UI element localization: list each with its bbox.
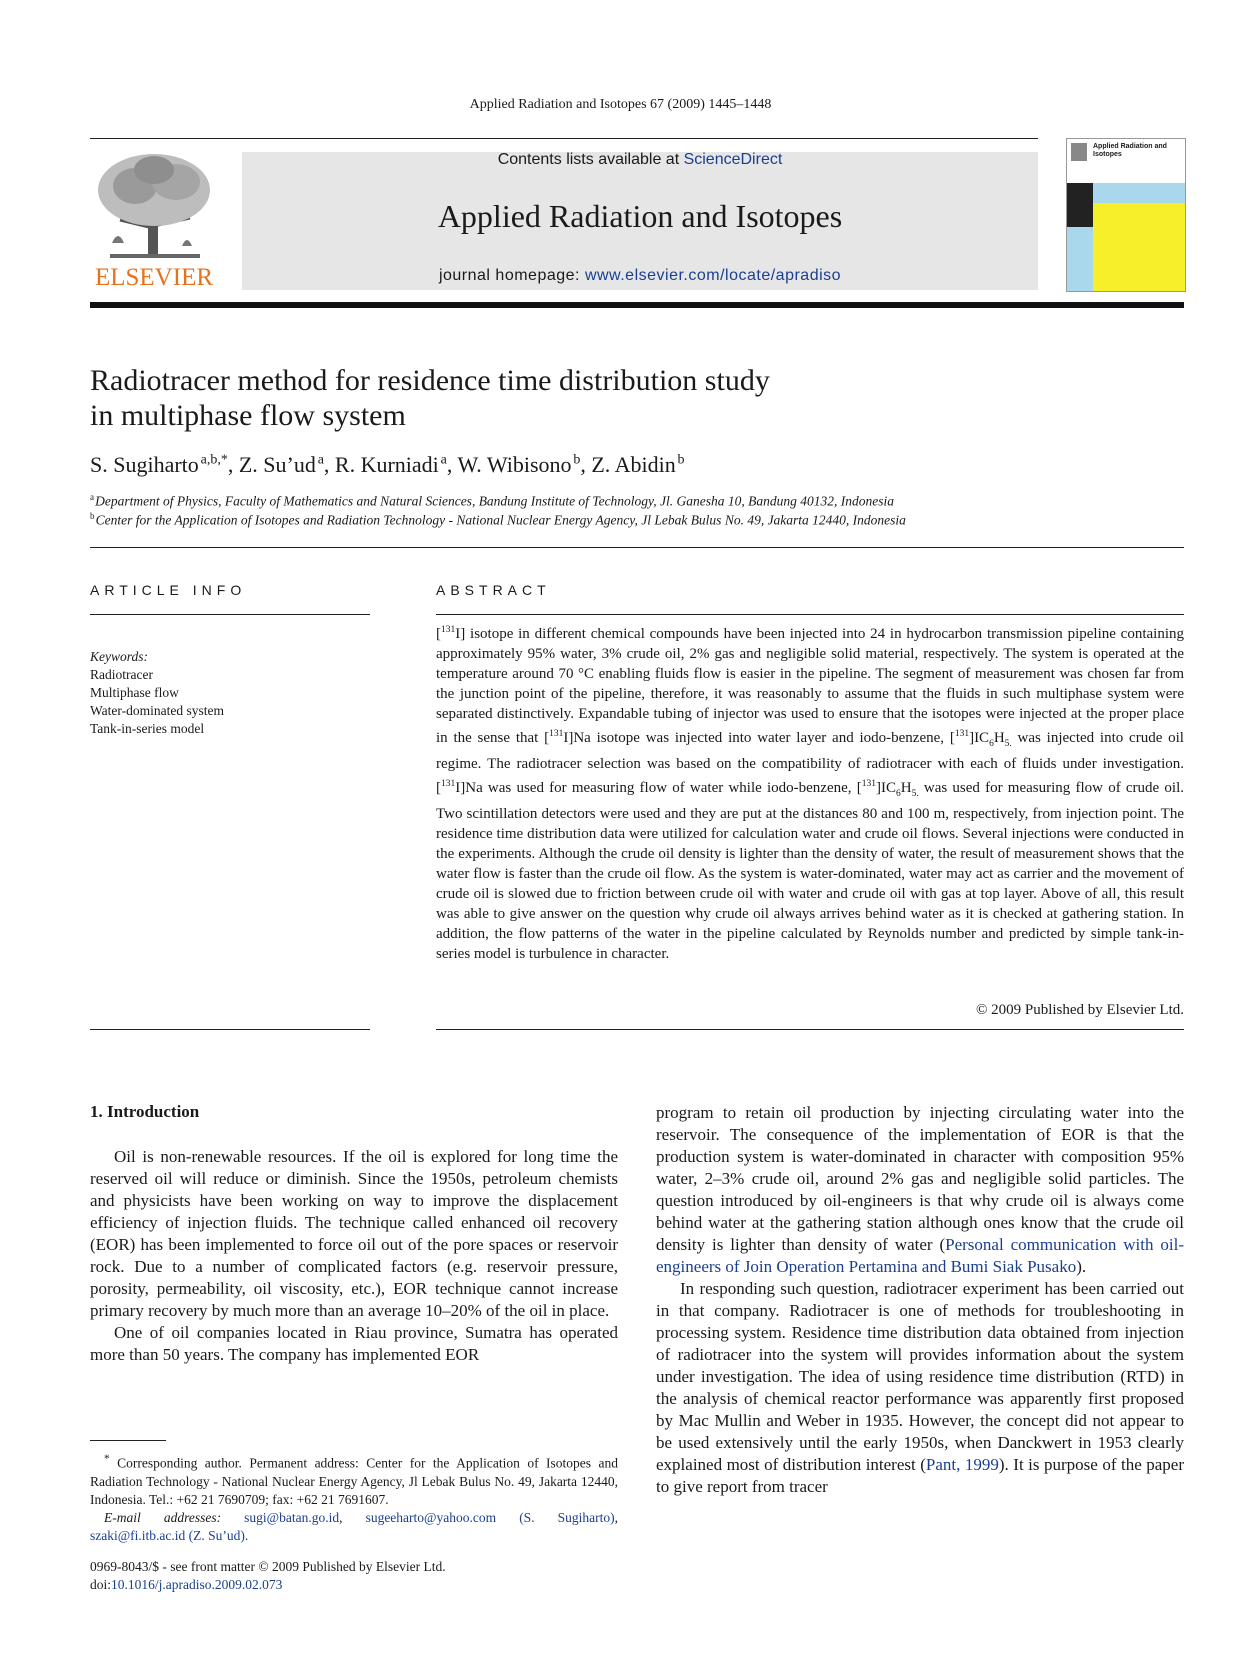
abstract-span: I]Na was used for measuring flow of water while iodo-benzene, — [455, 780, 857, 796]
article-title — [90, 363, 770, 433]
abstract-span: IC — [974, 730, 990, 746]
title-line-2: in multiphase flow system — [90, 399, 406, 432]
email-link[interactable]: szaki@fi.itb.ac.id — [90, 1527, 186, 1543]
affiliation-b — [90, 511, 906, 529]
left-column — [90, 1146, 618, 1366]
journal-name: Applied Radiation and Isotopes — [437, 198, 843, 234]
author-affil-sup[interactable]: b — [677, 452, 685, 468]
section-heading-introduction: 1. Introduction — [90, 1102, 200, 1121]
paragraph-span: ). — [1076, 1257, 1087, 1276]
author-name: S. Sugiharto — [90, 452, 199, 477]
isotope-sup: 131 — [954, 729, 970, 739]
paragraph: One of oil companies located in Riau province, Sumatra has operated more than 50 years. The company has implemented EOR — [90, 1323, 618, 1364]
abstract-heading: ABSTRACT — [436, 582, 551, 598]
author-name: Z. Abidin — [591, 452, 676, 477]
keywords-label: Keywords: — [90, 649, 148, 664]
abstract-span: was used for measuring flow of crude oil. Two scintillation detectors were used and they are put at the distances 80 and 100 m, respectively, from injection point. The residence time distribution data were utilized for calculation water and crude oil flows. Several injections were conducted in the experiments. Although the crude oil density is lighter than the density of water, the result of measurement shows that the water flow is faster than the crude oil flow. As the system is water-dominated, water may act as carrier and the movement of crude oil is slowed due to friction between crude oil with water and crude oil with gas at top layer. Above of all, this result was able to give answer on the question why crude oil always arrives behind water as it is checked at gathering station. In addition, the flow patterns of the water in the pipeline calculated by Reynolds number and predicted by simple tank-in-series model is turbulence in character. — [436, 780, 1184, 962]
abstract-span: IC — [880, 780, 896, 796]
sciencedirect-link[interactable]: ScienceDirect — [683, 151, 783, 168]
author-name: R. Kurniadi — [334, 452, 439, 477]
author-affil-sup[interactable]: a — [440, 452, 447, 468]
abstract-span: H — [900, 780, 912, 796]
abstract-rule — [436, 614, 1184, 615]
keyword-item: Water-dominated system — [90, 703, 224, 718]
journal-citation: Applied Radiation and Isotopes 67 (2009) 1445–1448 — [469, 97, 772, 112]
formula-sub: 5. — [911, 789, 919, 799]
cover-image — [1067, 183, 1093, 227]
article-info-heading: ARTICLE INFO — [90, 582, 247, 598]
cover-title: Applied Radiation and Isotopes — [1093, 143, 1167, 158]
author-name: W. Wibisono — [457, 452, 572, 477]
title-separator — [90, 547, 1184, 548]
issn-line: 0969-8043/$ - see front matter © 2009 Published by Elsevier Ltd. — [90, 1559, 446, 1574]
keyword-item: Multiphase flow — [90, 685, 179, 700]
author-affil-sup[interactable]: a — [317, 452, 324, 468]
abstract-text: [$^{131}$I] isotope in different chemical compounds have been injected into 24 in hydrocarbon transmission pipeline containing approximately 95% water, 3% crude oil, 2% gas and negligible solid material, respectively. The system is operated at the temperature around 70 °C enabling fluids flow is easier in the pipeline. The segment of measurement was chosen far from the junction point of the pipeline, therefore, it was reasonably to assume that the fluids in such multiphase system were separated distinctively. Expandable tubing of injector was used to ensure that the isotopes were injected at the proper place in the sense that [$^{131}$I]Na isotope was injected into water layer and iodo-benzene, $[^{131}]IC_6H_{5.}$ was injected into crude oil regime. The radiotracer selection was based on the compatibility of radiotracer with each of fluids under investigation. [$^{131}$I]Na was used for measuring flow of water while iodo-benzene, $[^{131}]IC_6H_{5.}$ was used for measuring flow of crude oil. Two scintillation detectors were used and they are put at the distances 80 and 100 m, respectively, from injection point. The residence time distribution data were utilized for calculation water and crude oil flows. Several injections were conducted in the experiments. Although the crude oil density is lighter than the density of water, the result of measurement shows that the water flow is faster than the crude oil flow. As the system is water-dominated, water may act as carrier and the movement of crude oil is slowed due to friction between crude oil with water and crude oil with gas at top layer. Above of all, this result was able to give answer on the question why crude oil always arrives behind water as it is checked at gathering station. In addition, the flow patterns of the water in the pipeline calculated by Reynolds number and predicted by simple tank-in-series model is turbulence in character. — [436, 625, 1184, 962]
footnote-text: Corresponding author. Permanent address: Center for the Application of Isotopes and Radiation Technology - National Nuclear Energy Agency, Jl Lebak Bulus No. 49, Jakarta 12440, Indonesia. Tel.: +62 21 7690709; fax: +62 21 7691607. — [90, 1455, 618, 1507]
paragraph: Oil is non-renewable resources. If the oil is explored for long time the reserved oil will reduce or diminish. Since the 1950s, petroleum chemists and physicists have been working on way to improve the displacement efficiency of injection fluids. The technique called enhanced oil recovery (EOR) has been implemented to force oil out of the pore spaces or reservoir rock. Due to a number of complicated factors (e.g. reservoir pressure, porosity, permeability, oil viscosity, etc.), EOR technique cannot increase primary recovery by much more than an average 10–20% of the oil in place. — [90, 1147, 618, 1320]
journal-homepage — [242, 267, 1038, 285]
footnote-rule — [90, 1440, 166, 1441]
abstract-span: was injected into crude oil regime. The radiotracer selection was based on the compatibility of radiotracer with each of fluids under investigation. [ — [436, 730, 1184, 796]
paragraph-span: In responding such question, radiotracer experiment has been carried out in that company. Radiotracer is one of methods for troubleshooting in processing system. Residence time distribution data obtained from injection of radiotracer into the system will provides information about the system under investigation. The idea of using residence time distribution (RTD) in the analysis of chemical reactor performance was apparently first proposed by Mac Mullin and Weber in 1935. However, the concept did not appear to be used extensively until the early 1950s, when Danckwert in 1953 clearly explained most of distribution interest ( — [656, 1279, 1184, 1474]
email-link[interactable]: sugi@batan.go.id — [244, 1509, 340, 1525]
keywords-block — [90, 648, 224, 738]
contents-line — [242, 151, 1038, 169]
homepage-prefix: journal homepage: — [438, 267, 585, 284]
isotope-sup: 131 — [549, 729, 564, 739]
doi-line — [90, 1576, 446, 1594]
affiliation-text: Department of Physics, Faculty of Mathematics and Natural Sciences, Bandung Institute of Technology, Jl. Ganesha 10, Bandung 40132, Indonesia — [95, 493, 895, 509]
email-link[interactable]: sugeeharto@yahoo.com — [365, 1509, 497, 1525]
paragraph-span: program to retain oil production by injecting circulating water into the reservoir. The consequence of the implementation of EOR is that the production system is water-dominated in character with composition 95% water, 2–3% crude oil, around 2% gas and negligible solid particles. The question introduced by oil-engineers is that why crude oil is always come behind water at the gathering station although ones know that the crude oil density is lighter than density of water ( — [656, 1103, 1184, 1254]
author-affil-sup[interactable]: a,b,* — [200, 452, 228, 468]
affiliation-text: Center for the Application of Isotopes and Radiation Technology - National Nuclear Energy Agency, Jl Lebak Bulus No. 49, Jakarta 12440, Indonesia — [95, 512, 906, 528]
affiliation-a — [90, 492, 894, 510]
homepage-link[interactable]: www.elsevier.com/locate/apradiso — [584, 267, 842, 284]
author-list: S. Sugiharto $^{a,b,*}$, Z. Su’ud $^a$, R. Kurniadi $^a$, W. Wibisono $^b$, Z. Abidin $^b$ — [90, 452, 685, 477]
elsevier-logo — [90, 148, 218, 290]
author-affil-sup[interactable]: b — [573, 452, 581, 468]
citation-link[interactable]: Personal communication with oil-engineers of Join Operation Pertamina and Bumi Siak Pusako — [656, 1235, 1184, 1276]
header-top-rule — [90, 138, 1038, 139]
journal-cover-thumbnail — [1066, 138, 1186, 292]
doi-link[interactable]: 10.1016/j.apradiso.2009.02.073 — [111, 1577, 283, 1592]
keyword-item: Radiotracer — [90, 667, 153, 682]
email-owner: (S. Sugiharto) — [519, 1509, 615, 1525]
footnote-star: * — [104, 1453, 110, 1465]
footnote: * Corresponding author. Permanent address: Center for the Application of Isotopes and Radiation Technology - National Nuclear Energy Agency, Jl Lebak Bulus No. 49, Jakarta 12440, Indonesia. Tel.: +62 21 7690709; fax: +62 21 7691607. E-mail addresses: sugi@batan.go.id, sugeeharto@yahoo.com (S. Sugiharto), szaki@fi.itb.ac.id (Z. Su’ud). — [90, 1453, 619, 1543]
isotope-sup: 131 — [861, 779, 876, 789]
abstract-span: H — [993, 730, 1005, 746]
paragraph — [656, 1102, 1184, 1278]
right-column — [656, 1102, 1184, 1498]
paragraph-span: ). It is purpose of the paper to give report from tracer — [656, 1455, 1184, 1496]
article-info-rule — [90, 614, 370, 615]
article-info-bottom-rule — [90, 1029, 370, 1030]
isotope-sup: 131 — [441, 779, 456, 789]
header-thick-rule — [90, 302, 1184, 308]
formula-sub: 6 — [895, 789, 901, 799]
issn-block — [90, 1558, 446, 1594]
abstract-span: I] isotope in different chemical compounds have been injected into 24 in hydrocarbon transmission pipeline containing approximately 95% water, 3% crude oil, 2% gas and negligible solid material, respectively. The system is operated at the temperature around 70 °C enabling fluids flow is easier in the pipeline. The segment of measurement was chosen far from the junction point of the pipeline, therefore, it was reasonably to assume that the fluids in such multiphase system were separated distinctively. Expandable tubing of injector was used to ensure that the isotopes were injected at the proper place in the sense that [ — [436, 626, 1184, 746]
cover-blue-side — [1067, 227, 1093, 291]
formula-sub: 5. — [1004, 739, 1012, 749]
affiliation-marker: a — [90, 492, 94, 502]
cover-logo-icon — [1071, 143, 1087, 161]
elsevier-wordmark: ELSEVIER — [94, 264, 214, 291]
email-label: E-mail addresses: — [104, 1509, 222, 1525]
abstract-bottom-rule — [436, 1029, 1184, 1030]
title-line-1: Radiotracer method for residence time distribution study — [90, 364, 770, 397]
keyword-item: Tank-in-series model — [90, 721, 205, 736]
doi-prefix: doi: — [90, 1577, 112, 1592]
abstract-span: I]Na isotope was injected into water layer and iodo-benzene, — [563, 730, 950, 746]
email-owner: (Z. Su’ud). — [188, 1527, 249, 1543]
cover-yellow-panel — [1093, 203, 1185, 291]
formula-sub: 6 — [989, 739, 994, 749]
citation-link[interactable]: Pant, 1999 — [925, 1455, 999, 1474]
affiliation-marker: b — [90, 511, 95, 521]
contents-prefix: Contents lists available at — [497, 151, 684, 168]
isotope-sup: 131 — [441, 625, 456, 635]
cover-blue-band — [1093, 183, 1185, 203]
abstract-copyright: © 2009 Published by Elsevier Ltd. — [975, 1002, 1184, 1018]
author-name: Z. Su’ud — [238, 452, 316, 477]
paragraph — [656, 1278, 1184, 1498]
